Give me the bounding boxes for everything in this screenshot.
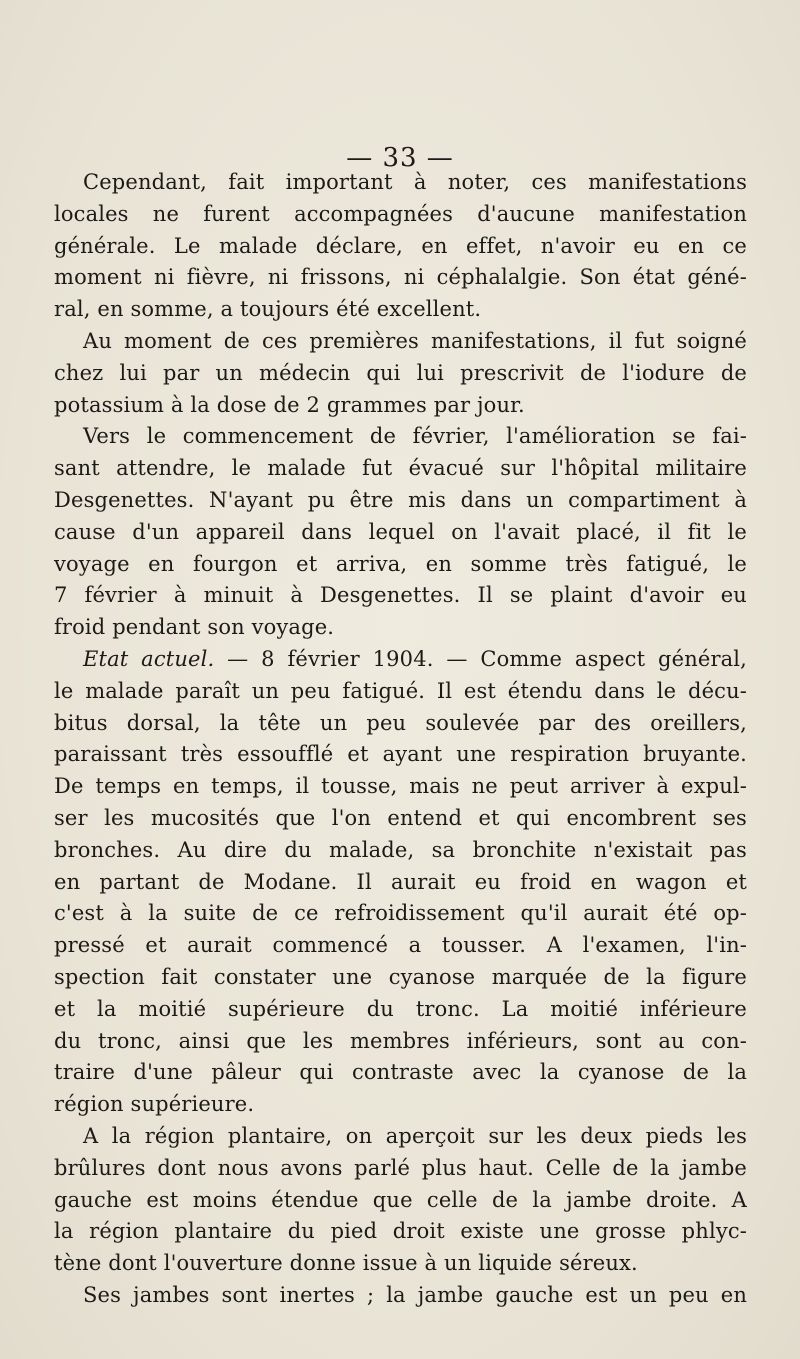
text-line: et la moitié supérieure du tronc. La moitié inférieure [54, 996, 747, 1021]
body-text [54, 167, 747, 1312]
text-line: Vers le commencement de février, l'amélioration se fai- [83, 424, 747, 449]
text-line: A la région plantaire, on aperçoit sur les deux pieds les [83, 1123, 747, 1148]
text-line: sant attendre, le malade fut évacué sur l'hôpital militaire [54, 456, 747, 481]
text-line: ser les mucosités que l'on entend et qui encombrent ses [54, 805, 747, 830]
text-line: cause d'un appareil dans lequel on l'avait placé, il fit le [54, 519, 747, 544]
text-line: Cependant, fait important à noter, ces manifestations [83, 170, 747, 194]
text-line: le malade paraît un peu fatigué. Il est étendu dans le décu- [54, 678, 747, 703]
section-heading: Etat actuel. [83, 646, 215, 671]
text-line: traire d'une pâleur qui contraste avec la cyanose de la [54, 1060, 747, 1085]
text-line: pressé et aurait commencé a tousser. A l'examen, l'in- [54, 933, 747, 958]
text-line: paraissant très essoufflé et ayant une respiration bruyante. [54, 742, 747, 767]
text-line [54, 644, 747, 676]
text-line: bitus dorsal, la tête un peu soulevée par des oreillers, [54, 710, 747, 735]
text-line: région supérieure. [54, 1092, 255, 1117]
text-line: du tronc, ainsi que les membres inférieurs, sont au con- [54, 1028, 747, 1053]
text-line: en partant de Modane. Il aurait eu froid en wagon et [54, 869, 747, 894]
text-line: la région plantaire du pied droit existe une grosse phlyc- [54, 1219, 747, 1244]
text-line: Au moment de ces premières manifestations, il fut soigné [83, 328, 747, 353]
text-line: brûlures dont nous avons parlé plus haut. Celle de la jambe [54, 1155, 747, 1180]
text-line: De temps en temps, il tousse, mais ne peut arriver à expul- [54, 774, 747, 799]
text-run: — 8 février 1904. — Comme aspect général, [214, 646, 747, 671]
page-number: — 33 — [346, 143, 454, 173]
text-line: chez lui par un médecin qui lui prescrivit de l'iodure de [54, 360, 747, 385]
text-line: voyage en fourgon et arriva, en somme très fatigué, le [54, 551, 747, 576]
text-line: spection fait constater une cyanose marquée de la figure [54, 964, 747, 989]
text-line: gauche est moins étendue que celle de la jambe droite. A [54, 1187, 747, 1212]
text-line: générale. Le malade déclare, en effet, n'avoir eu en ce [54, 233, 747, 258]
text-line: bronches. Au dire du malade, sa bronchite n'existait pas [54, 837, 747, 862]
text-line: c'est à la suite de ce refroidissement qu'il aurait été op- [54, 901, 747, 926]
text-line: Ses jambes sont inertes ; la jambe gauche est un peu en [83, 1282, 747, 1307]
text-line: froid pendant son voyage. [54, 615, 335, 640]
text-line: potassium à la dose de 2 grammes par jour. [54, 392, 525, 417]
text-line: Desgenettes. N'ayant pu être mis dans un compartiment à [54, 487, 747, 512]
text-line: moment ni fièvre, ni frissons, ni céphalalgie. Son état géné- [54, 265, 747, 290]
text-line: locales ne furent accompagnées d'aucune manifestation [54, 201, 747, 226]
text-line: ral, en somme, a toujours été excellent. [54, 297, 482, 322]
text-line: 7 février à minuit à Desgenettes. Il se plaint d'avoir eu [54, 583, 747, 608]
text-line: tène dont l'ouverture donne issue à un liquide séreux. [54, 1251, 638, 1276]
